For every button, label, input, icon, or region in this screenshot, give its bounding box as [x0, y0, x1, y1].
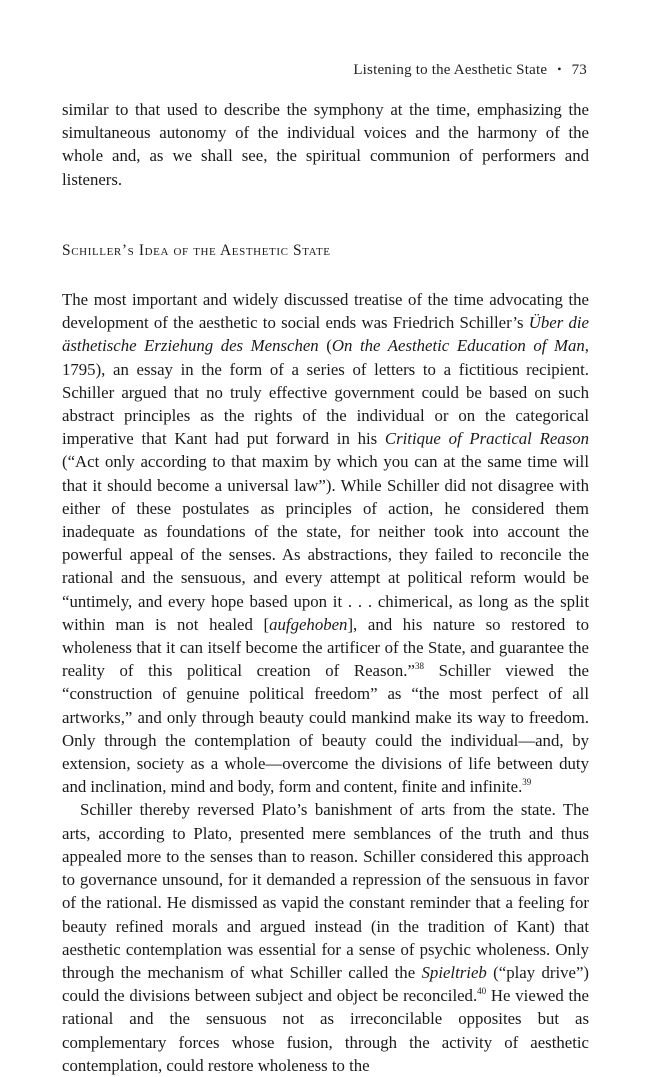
p2-text-3: He viewed the rational and the sensuous not as irreconcilable opposites but as complementary forces whose fusion, through the activity of aesthetic contemplation, could restore wholeness to the	[62, 986, 589, 1075]
running-head	[353, 62, 587, 79]
footnote-ref-40[interactable]: 40	[477, 986, 487, 997]
running-head-separator: •	[557, 62, 562, 76]
p1-text-6: Schiller viewed the “construction of genuine political freedom” as “the most perfect of all artworks,” and only through beauty could mankind make its way to freedom. Only through the contemplation of beauty could the individual—and, by extension, society as a whole—overcome the divisions of life between duty and inclination, mind and body, form and content, finite and infinite.	[62, 661, 589, 797]
p1-text-5: ], and his nature so restored to wholeness that it can itself become the artificer of the State, and guarantee the reality of this political creation of Reason.”	[62, 614, 589, 681]
footnote-ref-39[interactable]: 39	[522, 777, 532, 788]
footnote-ref-38[interactable]: 38	[414, 661, 424, 672]
paragraph-2	[62, 798, 589, 1076]
p2-text-2: (“play drive”) could the divisions between subject and object be reconciled.	[62, 962, 589, 1006]
p1-text-4: (“Act only according to that maxim by which you can at the same time will that it should become a universal law”). While Schiller did not disagree with either of these postulates as principles of action, he considered them inadequate as foundations of the state, for neither took into account the powerful appeal of the senses. As abstractions, they failed to reconcile the rational and the sensuous, and every attempt at political reform would be “untimely, and every hope based upon it . . . chimerical, as long as the split within man is not healed [	[62, 452, 589, 634]
p1-title-german: Über die ästhetische Erziehung des Menschen	[62, 313, 590, 356]
continued-paragraph: similar to that used to describe the symphony at the time, emphasizing the simultaneous autonomy of the individual voices and the harmony of the whole and, as we shall see, the spiritual communion of performers and listeners.	[62, 100, 589, 189]
body-text	[62, 98, 589, 1077]
running-head-title: Listening to the Aesthetic State	[353, 62, 548, 78]
page-number: 73	[571, 62, 587, 78]
p1-text-1: The most important and widely discussed treatise of the time advocating the development of the aesthetic to social ends was Friedrich Schiller’s	[62, 290, 589, 333]
p1-text-3: , 1795), an essay in the form of a series of letters to a fictitious recipient. Schiller argued that no truly effective government could be based on such abstract principles as the rights of the individual or on the categorical imperative that Kant had put forward in his	[62, 336, 589, 449]
p1-term-aufgehoben: aufgehoben	[269, 614, 348, 634]
section-heading: Schiller’s Idea of the Aesthetic State	[62, 241, 331, 259]
paragraph-1	[62, 288, 589, 798]
p2-term-spieltrieb: Spieltrieb	[421, 962, 487, 982]
p1-critique-title: Critique of Practical Reason	[384, 429, 589, 449]
p1-text-2: (	[318, 336, 332, 356]
p1-title-english: On the Aesthetic Education of Man	[331, 336, 585, 356]
p2-text-1: Schiller thereby reversed Plato’s banishment of arts from the state. The arts, according to Plato, presented mere semblances of the truth and thus appealed more to the senses than to reason. Schiller considered this approach to governance unsound, for it demanded a repression of the sensuous in favor of the rational. He dismissed as vapid the constant reminder that a feeling for beauty refined morals and argued instead (in the tradition of Kant) that aesthetic contemplation was essential for a sense of psychic wholeness. Only through the mechanism of what Schiller called the	[62, 800, 589, 982]
